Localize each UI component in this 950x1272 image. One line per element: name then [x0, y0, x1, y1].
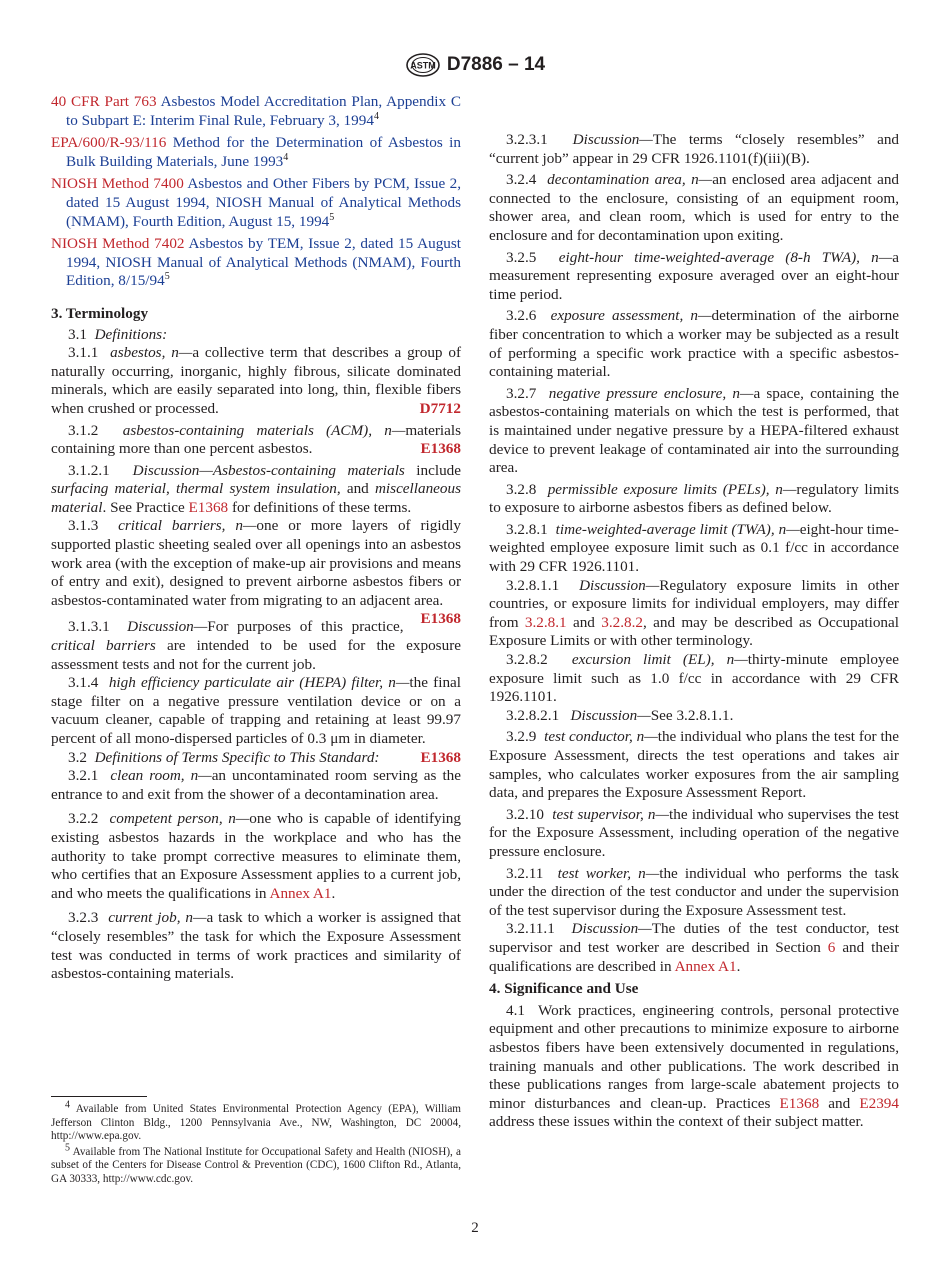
- standard-link[interactable]: D7712: [419, 399, 461, 417]
- section-link[interactable]: 3.2.8.2: [601, 613, 643, 631]
- page-header: [0, 52, 950, 78]
- standard-link[interactable]: E1368: [779, 1094, 820, 1112]
- standard-link[interactable]: E1368: [420, 440, 461, 458]
- reference-code[interactable]: NIOSH Method 7400: [51, 175, 184, 193]
- definition-3-2-7: 3.2.7 negative pressure enclosure, n—a space, containing the asbestos-containing materials on which the test is performed, that is maintained under negative pressure by a HEPA-filtered exhaust device to prevent leakage of contaminated air into the surrounding area.: [489, 384, 899, 477]
- standard-designation: D7886 – 14: [446, 54, 546, 75]
- footnote-marker: 4: [283, 151, 289, 163]
- definition-3-2-1: 3.2.1 clean room, n—an uncontaminated room serving as the entrance to and exit from the shower of a decontamination area.: [51, 767, 462, 803]
- definition-3-2-8-2: 3.2.8.2 excursion limit (EL), n—thirty-minute employee exposure limit such as 1.0 f/cc in accordance with 29 CFR 1926.1101.: [489, 651, 899, 706]
- right-column: [489, 94, 899, 1132]
- annex-link[interactable]: Annex A1: [674, 957, 737, 975]
- astm-logo-icon: [405, 52, 441, 78]
- definition-3-1-2-1: 3.1.2.1 Discussion—Asbestos-containing materials include surfacing material, thermal system insulation, and miscellaneous material. See Practice E1368 for definitions of these terms.: [51, 461, 462, 516]
- definition-3-2-11-1: 3.2.11.1 Discussion—The duties of the test conductor, test supervisor and test worker are described in Section 6 and their qualifications are described in Annex A1.: [489, 920, 900, 975]
- svg-text:ASTM: ASTM: [410, 60, 436, 71]
- definition-3-2-4: 3.2.4 decontamination area, n—an enclosed area adjacent and connected to the enclosure, consisting of an equipment room, shower area, and clean room, which is used for entry to the enclosure and for decontamination upon exiting.: [489, 171, 900, 244]
- definition-3-1-3-1: 3.1.3.1 Discussion—For purposes of this practice, critical barriers are intended to be used for the exposure assessment tests and not for the current job.: [51, 618, 461, 673]
- page-number: 2: [471, 1220, 479, 1236]
- annex-link[interactable]: Annex A1: [269, 884, 332, 902]
- standard-link[interactable]: E1368: [188, 498, 229, 516]
- reference-title[interactable]: Asbestos by TEM, Issue 2, dated 15 August 1994, NIOSH Manual of Analytical Methods (NMAM), Fourth Edition, 8/15/94: [66, 235, 462, 290]
- reference-entry: [51, 235, 461, 291]
- footnote-marker: 4: [373, 110, 379, 122]
- definition-3-2-11: 3.2.11 test worker, n—the individual who performs the task under the direction of the test conductor and under the supervision of the test supervisor during the Exposure Assessment test.: [489, 864, 899, 919]
- definition-3-2: 3.2 Definitions of Terms Specific to This Standard:: [68, 748, 380, 766]
- section-link[interactable]: 6: [827, 938, 836, 956]
- reference-entry: [51, 175, 461, 231]
- section-heading: 3. Terminology: [51, 304, 149, 322]
- reference-title[interactable]: Asbestos Model Accreditation Plan, Appendix C to Subpart E: Interim Final Rule, February 3, 1994: [66, 93, 461, 129]
- definition-3-2-6: 3.2.6 exposure assessment, n—determination of the airborne fiber concentration to which a worker may be subjected as a result of performing a specific work practice with a specific asbestos-containing material.: [489, 307, 899, 381]
- footnote-marker: 5: [329, 211, 335, 223]
- reference-code[interactable]: NIOSH Method 7402: [51, 235, 185, 253]
- definition-3-2-3: 3.2.3 current job, n—a task to which a worker is assigned that “closely resembles” the task for which the Exposure Assessment test was conducted in terms of work practices and similarity of asbestos-containing materials.: [51, 909, 461, 983]
- definition-3-2-8-2-1: 3.2.8.2.1 Discussion—See 3.2.8.1.1.: [506, 706, 734, 724]
- standard-link[interactable]: E2394: [859, 1094, 899, 1112]
- definition-3-1-2: 3.1.2 asbestos-containing materials (ACM), n—materials containing more than one percent asbestos. E1368: [51, 421, 461, 458]
- definition-3-2-5: 3.2.5 eight-hour time-weighted-average (8-h TWA), n—a measurement representing exposure averaged over an eight-hour time period.: [489, 248, 899, 303]
- standard-link[interactable]: E1368: [420, 610, 461, 628]
- paragraph-4-1: 4.1 Work practices, engineering controls, personal protective equipment and other precautions to minimize exposure to airborne asbestos fibers have been extensively documented in regulations, training manuals and other publications. The work described in these publications ranges from large-scale abatement projects to minor disturbances and clean-up. Practices E1368 and E2394 address these issues within the context of their subject matter.: [489, 1001, 899, 1131]
- definition-3-1: 3.1 Definitions:: [68, 325, 168, 343]
- reference-entry: [51, 134, 461, 171]
- definition-3-1-4: 3.1.4 high efficiency particulate air (HEPA) filter, n—the final stage filter on a negative pressure ventilation device or on a vacuum cleaner, capable of trapping and retaining at least 99.97 percent of all mono-dispersed particles of 0.3 μm in diameter. E1368: [51, 674, 462, 766]
- definition-3-2-2: 3.2.2 competent person, n—one who is capable of identifying existing asbestos hazards in the workplace and who has the authority to take prompt corrective measures to eliminate them, who certifies that an Exposure Assessment applies to a current job, and who meets the qualifications in Annex A1.: [51, 810, 461, 902]
- section-link[interactable]: 3.2.8.1: [524, 613, 567, 631]
- definition-3-2-9: 3.2.9 test conductor, n—the individual who plans the test for the Exposure Assessment, directs the test operations and takes air samples, who calculates worker exposures from the air sampling data, and prepares the Exposure Assessment Report.: [489, 728, 900, 802]
- reference-title[interactable]: Method for the Determination of Asbestos in Bulk Building Materials, June 1993: [66, 134, 461, 170]
- standard-link[interactable]: E1368: [420, 748, 461, 766]
- section-heading: 4. Significance and Use: [489, 980, 639, 998]
- footnote-divider: [51, 1096, 147, 1097]
- footnote: $^5$ Available from The National Institute for Occupational Safety and Health (NIOSH), a subset of the Centers for Disease Control & Prevention (CDC), 1600 Clifton Rd., Atlanta, GA 30333, http://www.cdc.gov.: [51, 1142, 462, 1185]
- reference-code[interactable]: EPA/600/R-93/116: [51, 134, 167, 152]
- definition-3-2-8: 3.2.8 permissible exposure limits (PELs), n—regulatory limits to exposure to airborne asbestos fibers as defined below.: [489, 480, 900, 517]
- definition-3-2-3-1: 3.2.3.1 Discussion—The terms “closely resembles” and “current job” appear in 29 CFR 1926.1101(f)(iii)(B).: [489, 131, 900, 167]
- footnote: $^4$ Available from United States Environmental Protection Agency (EPA), William Jefferson Clinton Bldg., 1200 Pennsylvania Ave., NW, Washington, DC 20004, http://www.epa.gov.: [51, 1099, 461, 1143]
- footnote-marker: 5: [164, 271, 170, 283]
- definition-3-2-8-1: 3.2.8.1 time-weighted-average limit (TWA), n—eight-hour time-weighted employee exposure limit such as 0.1 f/cc in accordance with 29 CFR 1926.1101.: [489, 520, 899, 576]
- definition-3-2-8-1-1: 3.2.8.1.1 Discussion—Regulatory exposure limits in other countries, or exposure limits for individual employers, may differ from 3.2.8.1 and 3.2.8.2, and may be described as Occupational Exposure Limits or with other terminology.: [489, 576, 900, 650]
- footnotes: [51, 1099, 462, 1189]
- definition-3-1-1: 3.1.1 asbestos, n—a collective term that describes a group of naturally occurring, inorganic, highly fibrous, silicate dominated minerals, which are easily separated into long, thin, flexible fibers when crushed or processed. D7712: [51, 344, 462, 417]
- definition-3-1-3: 3.1.3 critical barriers, n—one or more layers of rigidly supported plastic sheeting sealed over all openings into an asbestos work area (with the exception of make-up air provisions and means of entry and exit), designed to prevent airborne asbestos fibers or asbestos-contaminated water from migrating to an adjacent area. E1368: [51, 517, 461, 628]
- reference-entry: [51, 93, 461, 130]
- reference-title[interactable]: Asbestos and Other Fibers by PCM, Issue 2, dated 15 August 1994, NIOSH Manual of Analytical Methods (NMAM), Fourth Edition, August 15, 1994: [66, 175, 461, 230]
- reference-code[interactable]: 40 CFR Part 763: [51, 93, 157, 110]
- definition-3-2-10: 3.2.10 test supervisor, n—the individual who supervises the test for the Exposure Assessment, including operation of the negative pressure enclosure.: [489, 805, 899, 860]
- left-column: [51, 93, 461, 984]
